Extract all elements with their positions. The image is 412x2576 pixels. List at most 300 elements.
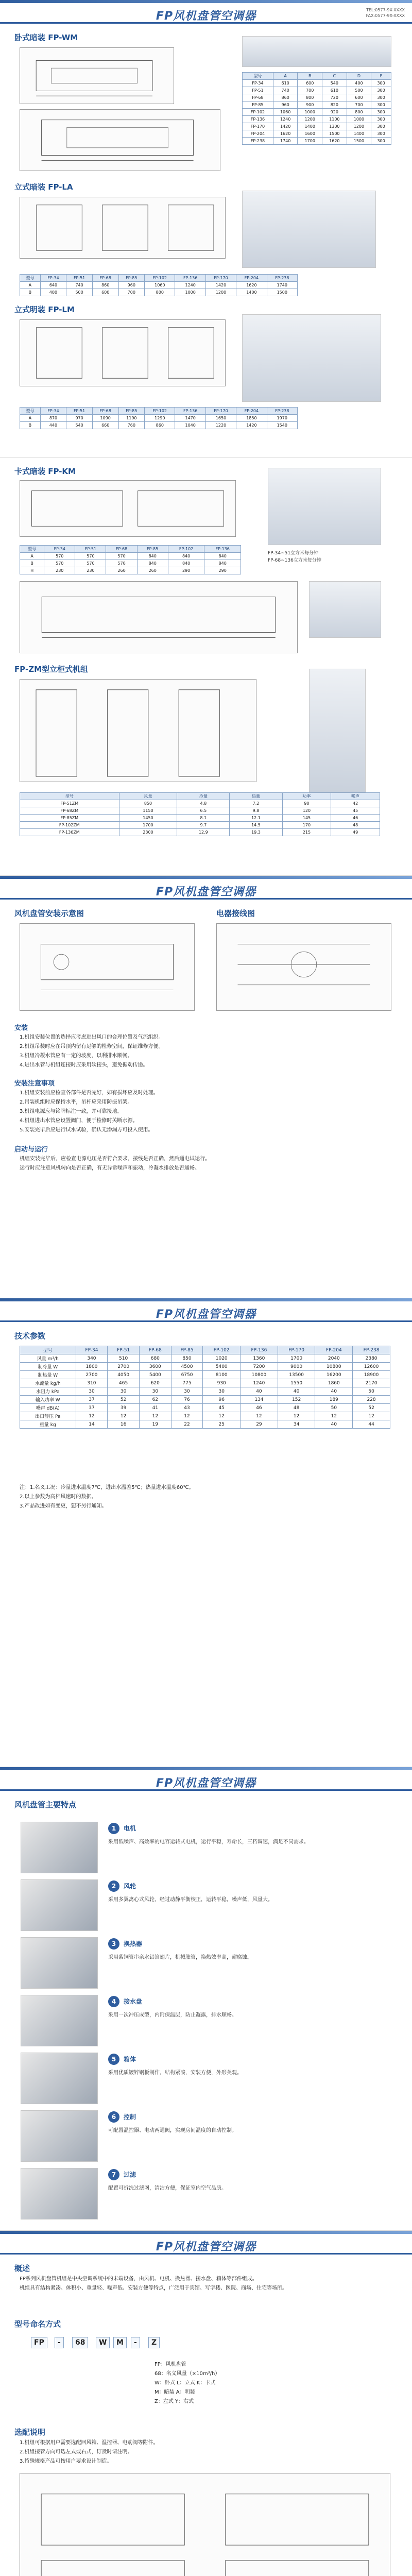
- table-cell: B: [20, 289, 41, 296]
- table-cell: 134: [241, 1396, 278, 1404]
- table-cell: 42: [331, 800, 380, 807]
- table-cell: 12: [241, 1412, 278, 1420]
- table-cell: 850: [119, 800, 177, 807]
- table-cell: FP-102: [243, 109, 273, 116]
- table-cell: 水阻力 kPa: [20, 1387, 76, 1396]
- table-header-cell: FP-204: [236, 408, 267, 415]
- table-cell: 2170: [353, 1379, 390, 1387]
- table-cell: 290: [168, 567, 204, 574]
- paragraph: FP系列风机盘管机组是中央空调系统中的末端设备，由风机、电机、换热器、接水盘、箱体等部件组成。: [20, 2276, 258, 2282]
- table-header-cell: 型号: [20, 275, 41, 282]
- table-cell: 840: [137, 560, 168, 567]
- feature-desc: 采用紫铜管串亲水铝箔翅片，机械胀管，换热效率高，耐腐蚀。: [108, 1955, 252, 1960]
- table-cell: FP-136ZM: [20, 829, 119, 836]
- table-header-row: [20, 275, 298, 282]
- table-cell: 1200: [205, 289, 236, 296]
- km-note-2: FP-68~136立方米每分钟: [268, 558, 321, 563]
- table-cell: FP-34: [243, 80, 273, 87]
- table-header-cell: FP-34: [40, 275, 66, 282]
- table-cell: 300: [371, 123, 391, 130]
- paragraph: 机组具有结构紧凑、体积小、重量轻、噪声低、安装方便等特点，广泛用于宾馆、写字楼、医院、商场、住宅等场所。: [20, 2285, 287, 2291]
- section-title-wiring: 电器接线图: [216, 909, 255, 918]
- table-cell: 46: [241, 1404, 278, 1412]
- table-cell: 1540: [267, 422, 297, 429]
- options-paras: [20, 2439, 390, 2467]
- table-cell: 840: [168, 560, 204, 567]
- brand-title-6: FP风机盘管空调器: [156, 2241, 256, 2253]
- lm-drawing: [20, 319, 226, 386]
- wiring-diagram: [216, 923, 391, 1011]
- table-header-cell: FP-102: [203, 1346, 241, 1354]
- table-cell: 1400: [298, 123, 322, 130]
- table-row: [20, 422, 298, 429]
- table-cell: 1420: [205, 282, 236, 289]
- table-cell: 610: [273, 80, 298, 87]
- table-cell: 90: [282, 800, 331, 807]
- wm-product-photo: [242, 36, 391, 67]
- sheet-6: [0, 2231, 412, 2576]
- trial-paras: [20, 1155, 390, 1174]
- table-cell: 1060: [145, 282, 175, 289]
- table-cell: FP-51: [243, 87, 273, 94]
- table-cell: 44: [353, 1420, 390, 1429]
- table-cell: FP-85ZM: [20, 815, 119, 822]
- ordering-code-part: M: [113, 2337, 127, 2348]
- table-cell: 660: [92, 422, 118, 429]
- page-header-5: [0, 1767, 412, 1791]
- table-cell: 1000: [175, 289, 205, 296]
- feature-name: 箱体: [124, 2056, 136, 2063]
- sheet-1: [0, 0, 412, 457]
- table-cell: B: [20, 422, 41, 429]
- feature-photo: [21, 1937, 98, 1989]
- table-cell: 30: [139, 1387, 171, 1396]
- paragraph: 2.以上参数为高档风速时的数据。: [20, 1494, 97, 1500]
- table-cell: 840: [168, 553, 204, 560]
- table-row: [243, 138, 391, 145]
- install-diagram: [20, 923, 195, 1011]
- table-cell: 12: [139, 1412, 171, 1420]
- contact-tel: TEL:0577-9X-XXXX: [366, 8, 405, 12]
- table-cell: 50: [353, 1387, 390, 1396]
- table-header-cell: FP-85: [118, 408, 145, 415]
- table-header-cell: FP-51: [66, 275, 93, 282]
- table-row: [20, 289, 298, 296]
- table-header-cell: FP-34: [44, 546, 75, 553]
- paragraph: 3.特殊规格产品可按用户要求设计制造。: [20, 2459, 112, 2464]
- table-cell: 2700: [76, 1371, 108, 1379]
- brand-title: FP风机盘管空调器: [156, 10, 256, 23]
- table-cell: 1470: [175, 415, 205, 422]
- table-cell: 400: [40, 289, 66, 296]
- table-cell: 300: [371, 138, 391, 145]
- sheet-3: [0, 876, 412, 1298]
- contact-fax: FAX:0577-9X-XXXX: [366, 13, 405, 18]
- table-cell: 860: [92, 282, 118, 289]
- table-cell: 40: [278, 1387, 315, 1396]
- table-cell: 260: [137, 567, 168, 574]
- paragraph: W：卧式 L：立式 K：卡式: [154, 2380, 216, 2386]
- table-cell: 1620: [236, 282, 267, 289]
- table-cell: 1000: [347, 116, 371, 123]
- table-header-cell: FP-204: [236, 275, 267, 282]
- feature-photo: [21, 2168, 98, 2219]
- table-cell: 45: [331, 807, 380, 815]
- table-cell: 1500: [267, 289, 297, 296]
- table-cell: 760: [118, 422, 145, 429]
- table-cell: 640: [40, 282, 66, 289]
- table-cell: FP-51ZM: [20, 800, 119, 807]
- paragraph: 68：名义风量（×10m³/h）: [154, 2371, 220, 2377]
- table-cell: 12.1: [230, 815, 282, 822]
- table-cell: 48: [331, 822, 380, 829]
- table-cell: 228: [353, 1396, 390, 1404]
- la-drawing: [20, 197, 226, 259]
- table-cell: 1620: [322, 138, 347, 145]
- section-title-options: 选配说明: [14, 2428, 46, 2437]
- table-cell: 52: [353, 1404, 390, 1412]
- table-cell: 570: [75, 560, 106, 567]
- table-cell: 7200: [241, 1363, 278, 1371]
- section-title-install-notes: 安装注意事项: [14, 1080, 55, 1088]
- table-row: [20, 807, 380, 815]
- table-cell: 310: [76, 1379, 108, 1387]
- table-cell: 700: [347, 101, 371, 109]
- table-cell: 1600: [298, 130, 322, 138]
- table-cell: 170: [282, 822, 331, 829]
- table-header-row: [20, 408, 298, 415]
- table-cell: 1240: [175, 282, 205, 289]
- feature-desc: 可配置温控器、电动两通阀，实现房间温度的自动控制。: [108, 2128, 237, 2133]
- feature-item: [21, 2165, 391, 2223]
- table-cell: 1090: [92, 415, 118, 422]
- table-cell: 14.5: [230, 822, 282, 829]
- table-cell: 1740: [273, 138, 298, 145]
- table-header-cell: FP-68: [106, 546, 137, 553]
- table-cell: 52: [108, 1396, 140, 1404]
- table-cell: 12600: [353, 1363, 390, 1371]
- feature-photo: [21, 1995, 98, 2046]
- table-cell: 2700: [108, 1363, 140, 1371]
- table-cell: 1450: [119, 815, 177, 822]
- feature-item: [21, 2107, 391, 2165]
- table-cell: 1420: [273, 123, 298, 130]
- wm-drawing-side: [20, 109, 220, 171]
- table-cell: 6.5: [177, 807, 230, 815]
- tech-notes: [20, 1484, 390, 1512]
- table-row: [20, 1396, 390, 1404]
- brand-title-4: FP风机盘管空调器: [156, 1308, 256, 1321]
- install-note-paras: [20, 1089, 390, 1136]
- table-row: [20, 800, 380, 807]
- table-header-cell: FP-51: [108, 1346, 140, 1354]
- table-row: [20, 1404, 390, 1412]
- feature-item: [21, 1819, 391, 1876]
- table-row: [243, 101, 391, 109]
- table-row: [243, 130, 391, 138]
- table-header-cell: 型号: [20, 793, 119, 800]
- table-cell: 720: [322, 94, 347, 101]
- table-header-row: [243, 73, 391, 80]
- table-cell: 12: [76, 1412, 108, 1420]
- table-row: [20, 1354, 390, 1363]
- table-cell: 12: [171, 1412, 203, 1420]
- paragraph: 1.机组可根据用户需要选配回风箱、温控器、电动阀等附件。: [20, 2440, 159, 2446]
- table-cell: 5400: [139, 1371, 171, 1379]
- table-cell: 540: [66, 422, 93, 429]
- table-cell: 700: [118, 289, 145, 296]
- table-cell: FP-102ZM: [20, 822, 119, 829]
- table-cell: 50: [315, 1404, 353, 1412]
- table-cell: 1400: [347, 130, 371, 138]
- feature-name: 换热器: [124, 1940, 143, 1947]
- table-header-cell: FP-170: [205, 275, 236, 282]
- table-cell: 12: [353, 1412, 390, 1420]
- table-row: [20, 415, 298, 422]
- table-header-cell: FP-136: [175, 408, 205, 415]
- section-title-trial: 启动与运行: [14, 1146, 48, 1154]
- feature-photo: [21, 2110, 98, 2162]
- page-header-3: [0, 876, 412, 900]
- table-cell: 40: [241, 1387, 278, 1396]
- table-cell: 噪声 dB(A): [20, 1404, 76, 1412]
- table-header-cell: D: [347, 73, 371, 80]
- table-cell: 230: [75, 567, 106, 574]
- table-row: [20, 1412, 390, 1420]
- table-cell: 290: [204, 567, 241, 574]
- section-title-la: 立式暗装 FP-LA: [14, 182, 73, 192]
- table-cell: 30: [203, 1387, 241, 1396]
- table-cell: 230: [44, 567, 75, 574]
- table-cell: 152: [278, 1396, 315, 1404]
- table-header-cell: FP-170: [278, 1346, 315, 1354]
- table-cell: 40: [315, 1387, 353, 1396]
- ordering-code-part: FP: [31, 2337, 47, 2348]
- paragraph: 5.安装完毕后应进行试水试验，确认无渗漏方可投入使用。: [20, 1127, 153, 1133]
- brand-title-3: FP风机盘管空调器: [156, 886, 256, 899]
- table-cell: 13500: [278, 1371, 315, 1379]
- table-cell: 1190: [118, 415, 145, 422]
- table-row: [20, 1371, 390, 1379]
- sheet-5: [0, 1767, 412, 2231]
- table-cell: 出口静压 Pa: [20, 1412, 76, 1420]
- table-cell: FP-68ZM: [20, 807, 119, 815]
- table-cell: 48: [278, 1404, 315, 1412]
- table-cell: 189: [315, 1396, 353, 1404]
- table-cell: FP-238: [243, 138, 273, 145]
- paragraph: 2.机组接管方向可选左式或右式，订货时请注明。: [20, 2449, 133, 2455]
- table-cell: 62: [139, 1396, 171, 1404]
- feature-desc: 配置可拆洗过滤网，清洁方便，保证室内空气品质。: [108, 2185, 227, 2191]
- km-drawing: [20, 480, 236, 537]
- table-cell: H: [20, 567, 44, 574]
- table-cell: 2380: [353, 1354, 390, 1363]
- table-cell: 1020: [203, 1354, 241, 1363]
- table-cell: 34: [278, 1420, 315, 1429]
- section-title-tech: 技术参数: [14, 1331, 46, 1341]
- table-cell: 8100: [203, 1371, 241, 1379]
- table-row: [243, 87, 391, 94]
- paragraph: 4.机组进出水管应设置阀门，便于检修时关断水源。: [20, 1118, 138, 1124]
- table-header-cell: FP-85: [171, 1346, 203, 1354]
- table-cell: 300: [371, 80, 391, 87]
- table-cell: 1000: [298, 109, 322, 116]
- table-cell: 12.9: [177, 829, 230, 836]
- table-cell: 680: [139, 1354, 171, 1363]
- ordering-legend: [154, 2361, 381, 2407]
- paragraph: 4.进出水管与机组连接时应采用软接头，避免振动传递。: [20, 1062, 148, 1068]
- table-cell: 740: [273, 87, 298, 94]
- table-cell: 970: [66, 415, 93, 422]
- table-cell: 570: [106, 560, 137, 567]
- table-cell: 1420: [236, 422, 267, 429]
- table-cell: 5400: [203, 1363, 241, 1371]
- lm-product-photo: [242, 314, 381, 402]
- brand-title-5: FP风机盘管空调器: [156, 1777, 256, 1790]
- table-cell: 930: [203, 1379, 241, 1387]
- zm-drawing: [20, 679, 256, 782]
- table-header-cell: 风量: [119, 793, 177, 800]
- km-drawing-section: [20, 581, 298, 653]
- section-title-ordering: 型号命名方式: [14, 2319, 61, 2329]
- table-header-cell: FP-68: [139, 1346, 171, 1354]
- table-cell: 600: [347, 94, 371, 101]
- feature-number: 4: [108, 1996, 119, 2007]
- table-cell: 1290: [145, 415, 175, 422]
- table-header-cell: FP-102: [145, 408, 175, 415]
- table-header-cell: FP-102: [145, 275, 175, 282]
- table-row: [243, 123, 391, 130]
- table-cell: 9.8: [230, 807, 282, 815]
- section-title-features: 风机盘管主要特点: [14, 1800, 77, 1809]
- km-spec-table: [20, 545, 241, 574]
- table-cell: 1650: [205, 415, 236, 422]
- table-cell: 37: [76, 1396, 108, 1404]
- zm-product-photo: [309, 669, 366, 792]
- table-row: [20, 1379, 390, 1387]
- table-cell: 9000: [278, 1363, 315, 1371]
- table-cell: 840: [137, 553, 168, 560]
- table-cell: 2300: [119, 829, 177, 836]
- feature-name: 控制: [124, 2113, 136, 2121]
- header-bar: [0, 0, 412, 3]
- table-cell: 300: [371, 94, 391, 101]
- table-cell: FP-68: [243, 94, 273, 101]
- sheet-2: [0, 457, 412, 876]
- table-cell: 1850: [236, 415, 267, 422]
- feature-number: 7: [108, 2169, 119, 2180]
- table-cell: 900: [298, 101, 322, 109]
- paragraph: Z：左式 Y：右式: [154, 2399, 194, 2404]
- table-cell: 12: [108, 1412, 140, 1420]
- table-cell: 76: [171, 1396, 203, 1404]
- section-title-install-diagram: 风机盘管安装示意图: [14, 909, 84, 918]
- table-cell: 12: [315, 1412, 353, 1420]
- table-cell: A: [20, 415, 41, 422]
- contact-info: [338, 7, 405, 19]
- feature-name: 风轮: [124, 1883, 136, 1890]
- feature-name: 接水盘: [124, 1998, 143, 2005]
- paragraph: 运行时应注意风机转向是否正确，有无异常噪声和振动，冷凝水排放是否通畅。: [20, 1165, 200, 1171]
- table-cell: 46: [331, 815, 380, 822]
- table-cell: B: [20, 560, 44, 567]
- feature-desc: 采用多翼离心式风轮，经过动静平衡校正，运转平稳，噪声低，风量大。: [108, 1897, 273, 1903]
- table-cell: 1400: [236, 289, 267, 296]
- table-row: [20, 829, 380, 836]
- table-header-cell: 功率: [282, 793, 331, 800]
- table-cell: 800: [347, 109, 371, 116]
- table-header-cell: FP-238: [353, 1346, 390, 1354]
- paragraph: 3.机组冷凝水管应有一定的坡度，以利排水顺畅。: [20, 1053, 133, 1059]
- table-cell: 16: [108, 1420, 140, 1429]
- table-cell: 465: [108, 1379, 140, 1387]
- feature-photo: [21, 2053, 98, 2104]
- table-cell: 19: [139, 1420, 171, 1429]
- install-paras: [20, 1033, 390, 1071]
- table-cell: 49: [331, 829, 380, 836]
- table-header-cell: 热量: [230, 793, 282, 800]
- table-header-row: [20, 793, 380, 800]
- km-product-photo: [268, 468, 381, 545]
- table-cell: 1100: [322, 116, 347, 123]
- table-cell: 10800: [241, 1371, 278, 1379]
- table-cell: 1240: [273, 116, 298, 123]
- table-cell: 700: [298, 87, 322, 94]
- feature-name: 过滤: [124, 2171, 136, 2178]
- table-header-cell: FP-85: [137, 546, 168, 553]
- table-cell: 29: [241, 1420, 278, 1429]
- section-title-overview: 概述: [14, 2264, 30, 2273]
- table-cell: 510: [108, 1354, 140, 1363]
- table-cell: A: [20, 553, 44, 560]
- table-cell: FP-136: [243, 116, 273, 123]
- table-cell: 440: [40, 422, 66, 429]
- table-header-cell: FP-136: [175, 275, 205, 282]
- table-cell: 6750: [171, 1371, 203, 1379]
- table-row: [243, 109, 391, 116]
- table-header-cell: FP-238: [267, 408, 297, 415]
- table-cell: 1620: [273, 130, 298, 138]
- table-cell: 570: [75, 553, 106, 560]
- feature-number: 2: [108, 1880, 119, 1892]
- table-row: [20, 560, 241, 567]
- table-header-cell: FP-136: [204, 546, 241, 553]
- page-header-6: [0, 2231, 412, 2255]
- table-cell: 1700: [278, 1354, 315, 1363]
- feature-desc: 采用优质镀锌钢板制作，结构紧凑，安装方便，外形美观。: [108, 2070, 242, 2076]
- tech-spec-table: [20, 1346, 390, 1429]
- table-cell: 25: [203, 1420, 241, 1429]
- table-header-cell: FP-51: [66, 408, 93, 415]
- table-cell: 860: [145, 422, 175, 429]
- table-cell: 1700: [298, 138, 322, 145]
- table-cell: 500: [347, 87, 371, 94]
- feature-item: [21, 1934, 391, 1992]
- table-cell: 16200: [315, 1371, 353, 1379]
- table-cell: 610: [322, 87, 347, 94]
- table-cell: 9.7: [177, 822, 230, 829]
- ordering-code-part: W: [96, 2337, 110, 2348]
- table-cell: 820: [322, 101, 347, 109]
- ordering-code-part: -: [55, 2337, 64, 2348]
- table-cell: 840: [204, 553, 241, 560]
- table-cell: 300: [371, 130, 391, 138]
- table-cell: 215: [282, 829, 331, 836]
- table-cell: 10800: [315, 1363, 353, 1371]
- wm-spec-table: [242, 72, 391, 145]
- table-row: [20, 1387, 390, 1396]
- table-cell: 4050: [108, 1371, 140, 1379]
